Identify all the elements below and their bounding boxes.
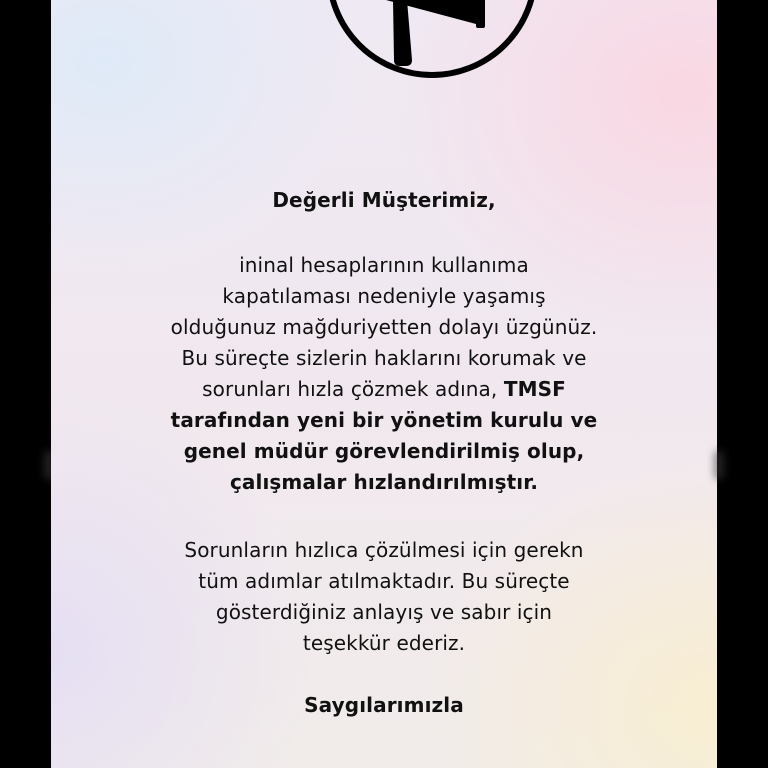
paragraph-line-mixed: [51, 374, 717, 405]
paragraph-line-bold: tarafından yeni bir yönetim kurulu ve: [170, 408, 598, 432]
paragraph-line: kapatılaması nedeniyle yaşamış: [222, 284, 546, 308]
tmsf-emphasis: TMSF: [503, 377, 566, 401]
paragraph-line: ininal hesaplarının kullanıma: [239, 253, 529, 277]
thanks-paragraph: [51, 535, 717, 659]
paragraph-text: sorunları hızla çözmek adına,: [202, 377, 498, 401]
greeting-heading: Değerli Müşterimiz,: [272, 188, 496, 212]
right-edge-shadow: [714, 450, 724, 480]
paragraph-line: teşekkür ederiz.: [302, 631, 466, 655]
paragraph-line: Sorunların hızlıca çözülmesi için gerekn: [184, 538, 584, 562]
paragraph-line-bold: genel müdür görevlendirilmiş olup,: [183, 439, 585, 463]
paragraph-line-bold: çalışmalar hızlandırılmıştır.: [229, 470, 539, 494]
announcement-card: [51, 0, 717, 768]
apology-paragraph: [51, 250, 717, 498]
closing-signoff: Saygılarımızla: [304, 693, 464, 717]
paragraph-line: olduğunuz mağduriyetten dolayı üzgünüz.: [170, 315, 598, 339]
paragraph-line: gösterdiğiniz anlayış ve sabır için: [215, 600, 553, 624]
paragraph-line: tüm adımlar atılmaktadır. Bu süreçte: [198, 569, 570, 593]
paragraph-line: Bu süreçte sizlerin haklarını korumak ve: [181, 346, 587, 370]
megaphone-icon: [326, 0, 538, 90]
